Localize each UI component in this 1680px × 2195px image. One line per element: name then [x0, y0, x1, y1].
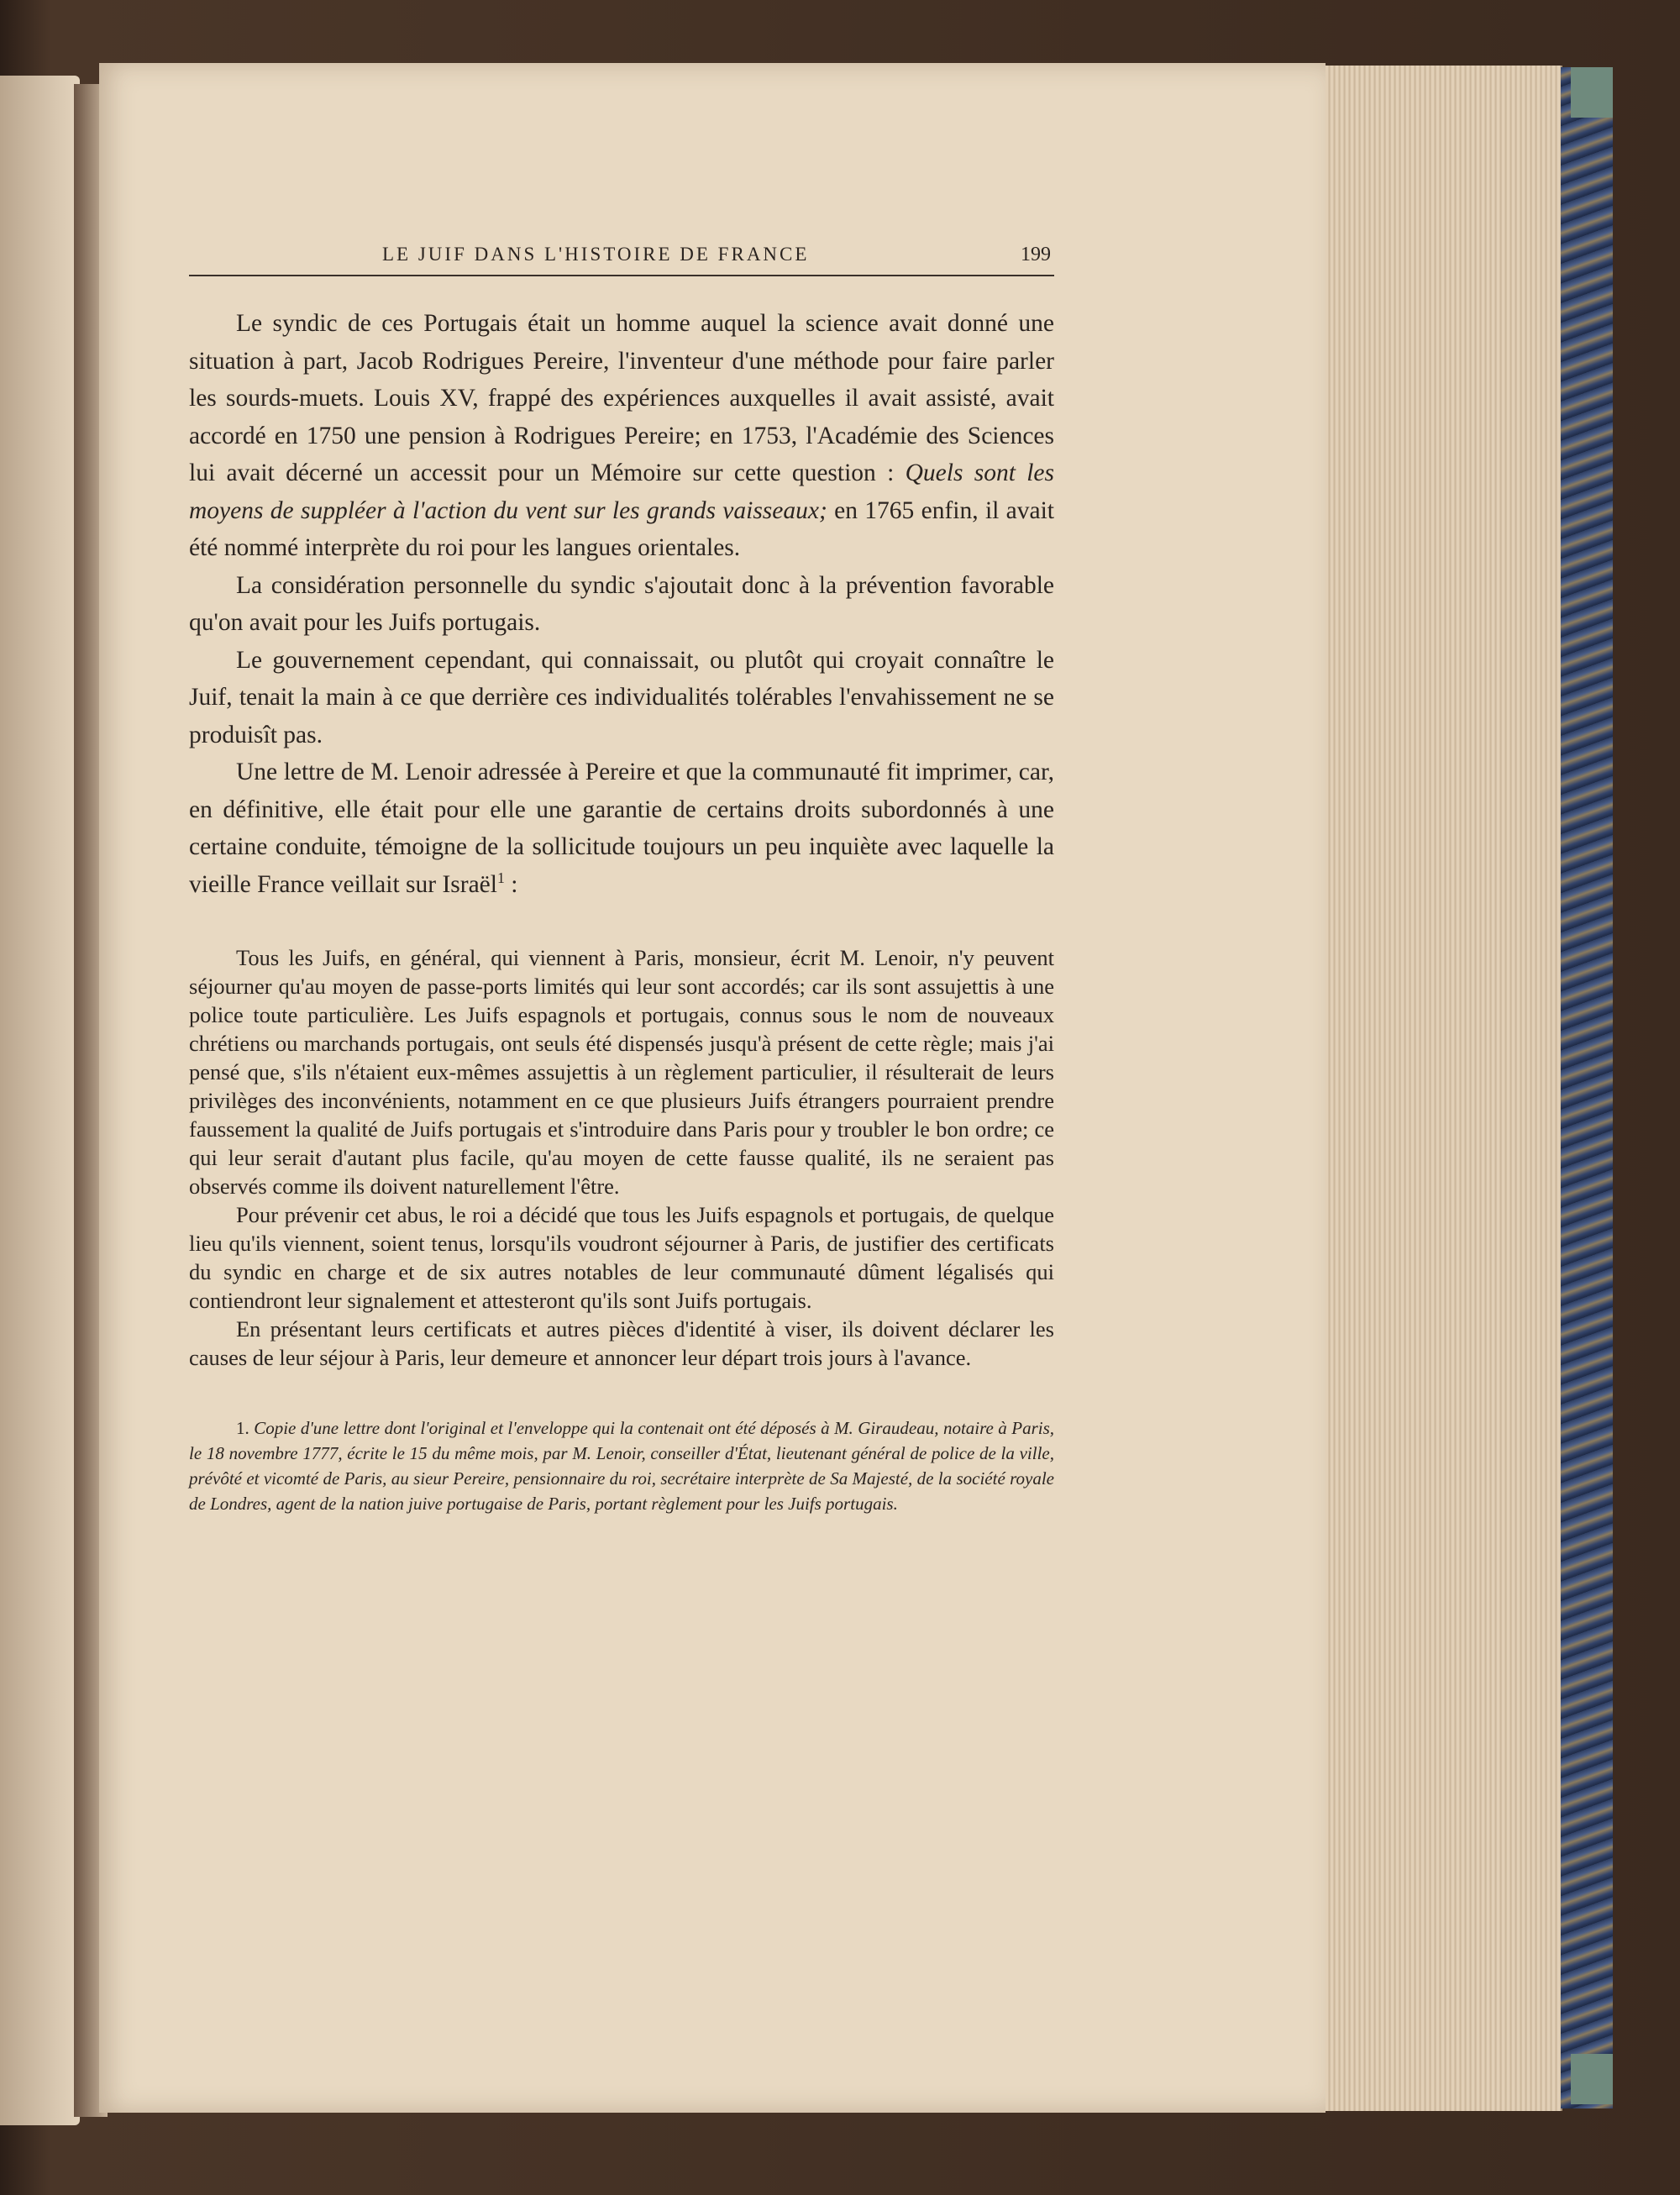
text-column: [189, 244, 1054, 1516]
page-number: 199: [1021, 244, 1051, 265]
quote-paragraph-1: Tous les Juifs, en général, qui viennent à Paris, monsieur, écrit M. Lenoir, n'y peuvent séjourner qu'au moyen de passe-ports limités qui leur sont accordés; car ils sont assujettis à une police toute particulière. Les Juifs espagnols et portugais, connus sous le nom de nouveaux chrétiens ou marchands portugais, ont seuls été dispensés jusqu'à présent de cette règle; mais j'ai pensé que, s'ils n'étaient eux-mêmes assujettis à un règlement particulier, il résulterait de leurs privilèges des inconvénients, notamment en ce que plusieurs Juifs étrangers pourraient prendre faussement la qualité de Juifs portugais et s'introduire dans Paris pour y troubler le bon ordre; ce qui leur serait d'autant plus facile, qu'au moyen de cette fausse qualité, ils ne seraient pas observés comme ils doivent naturellement l'être.: [189, 945, 1054, 1199]
paragraph-4: [189, 754, 1054, 903]
paragraph-1-end: en 1765 enfin, il avait été nommé interprète du roi pour les langues orientales.: [189, 496, 1055, 561]
quoted-letter: [189, 943, 1054, 1372]
page-block-edges: [1326, 66, 1562, 2111]
paragraph-2: La considération personnelle du syndic s'ajoutait donc à la prévention favorable qu'on avait pour les Juifs portugais.: [189, 571, 1054, 636]
binding-corner-bottom: [1571, 2054, 1613, 2104]
paragraph-4-text: Une lettre de M. Lenoir adressée à Pereire et que la communauté fit imprimer, car, en définitive, elle était pour elle une garantie de certains droits subordonnés à une certaine conduite, témoigne de la sollicitude toujours un peu inquiète avec laquelle la vieille France veillait sur Israël: [189, 759, 1054, 898]
quote-paragraph-2: Pour prévenir cet abus, le roi a décidé que tous les Juifs espagnols et portugais, de quelque lieu qu'ils viennent, soient tenus, lorsqu'ils voudront séjourner à Paris, de justifier des certificats du syndic en charge et de six autres notables de leur communauté dûment légalisés qui contiendront leur signalement et attesteront qu'ils sont Juifs portugais.: [189, 1202, 1054, 1313]
footnote: [189, 1415, 1054, 1516]
running-title: LE JUIF DANS L'HISTOIRE DE FRANCE: [382, 244, 810, 265]
quote-paragraph-3: En présentant leurs certificats et autres pièces d'identité à viser, ils doivent déclarer les causes de leur séjour à Paris, leur demeure et annoncer leur départ trois jours à l'avance.: [189, 1316, 1054, 1370]
body-text: [189, 305, 1054, 903]
marbled-binding: [1561, 67, 1613, 2108]
paragraph-1: [189, 305, 1054, 567]
paragraph-1-start: Le syndic de ces Portugais était un homme auquel la science avait donné une situation à part, Jacob Rodrigues Pereire, l'inventeur d'une méthode pour faire parler les sourds-muets. Louis XV, frappé des expériences auxquelles il avait assisté, avait accordé en 1750 une pension à Rodrigues Pereire; en 1753, l'Académie des Sciences lui avait décerné un accessit pour un Mémoire sur cette question :: [189, 310, 1054, 486]
paragraph-4-end: :: [504, 870, 518, 898]
running-header: [189, 244, 1054, 276]
paragraph-3: Le gouvernement cependant, qui connaissait, ou plutôt qui croyait connaître le Juif, tenait la main à ce que derrière ces individualités tolérables l'envahissement ne se produisît pas.: [189, 646, 1054, 748]
footnote-text: Copie d'une lettre dont l'original et l'enveloppe qui la contenait ont été déposés à M. Giraudeau, notaire à Paris, le 18 novembre 1777, écrite le 15 du même mois, par M. Lenoir, conseiller d'État, lieutenant général de police de la ville, prévôté et vicomté de Paris, au sieur Pereire, pensionnaire du roi, secrétaire interprète de Sa Majesté, de la société royale de Londres, agent de la nation juive portugaise de Paris, portant règlement pour les Juifs portugais.: [189, 1418, 1054, 1514]
footnote-reference: 1: [496, 869, 505, 886]
paragraph-1-italic: Quels sont les moyens de suppléer à l'action du vent sur les grands vaisseaux;: [189, 459, 1054, 524]
footnote-number: 1.: [236, 1418, 249, 1438]
previous-page-edge: [0, 76, 80, 2125]
binding-corner-top: [1571, 67, 1613, 118]
